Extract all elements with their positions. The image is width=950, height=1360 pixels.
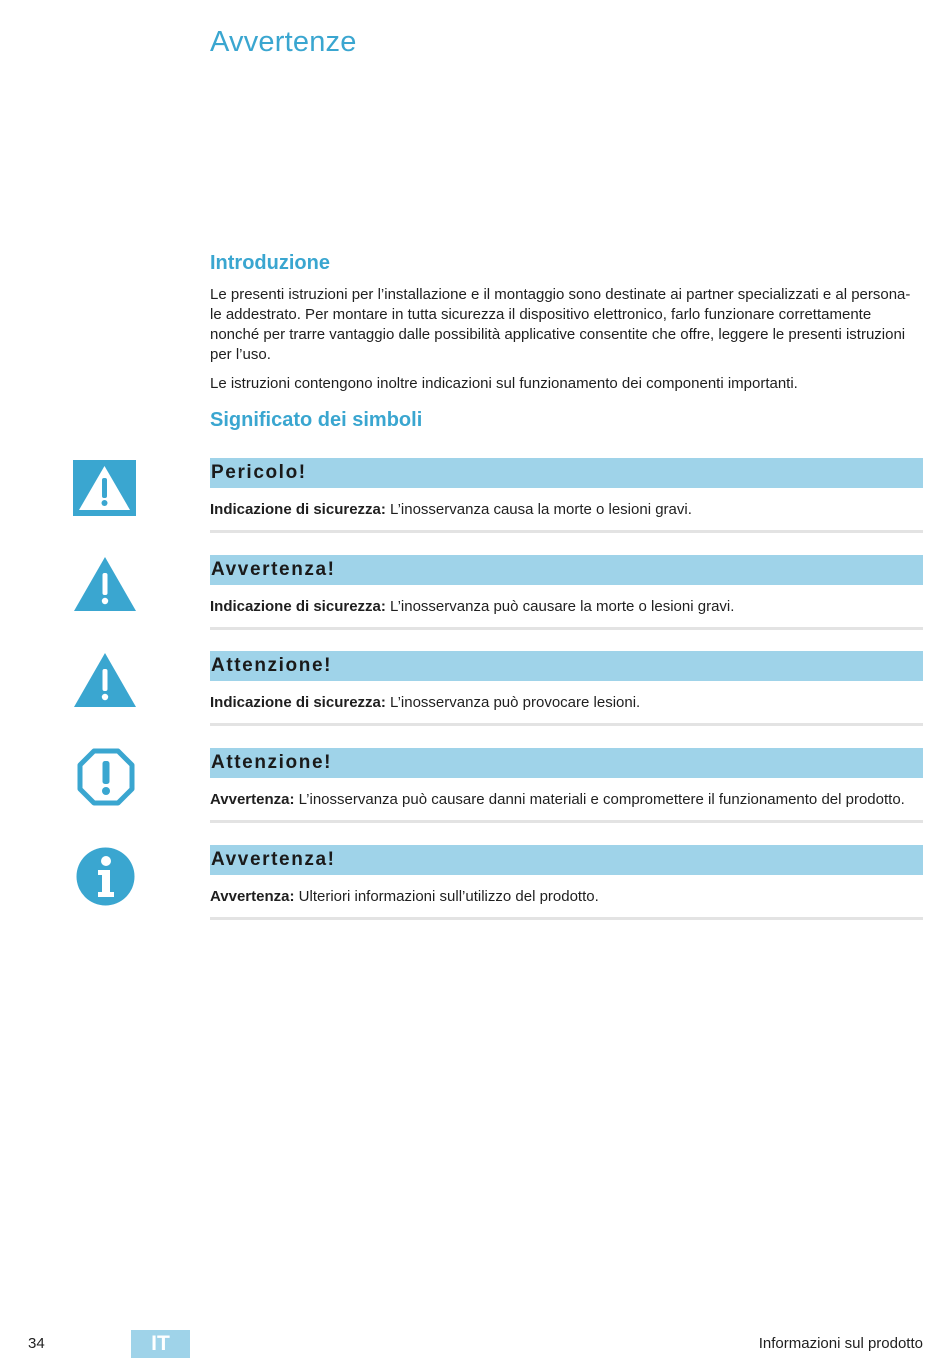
notice-attention-material — [210, 748, 923, 823]
notice-title: Avvertenza! — [210, 555, 923, 585]
notice-title: Avvertenza! — [210, 845, 923, 875]
notice-divider — [210, 627, 923, 630]
notice-description: L’inosservanza causa la morte o lesioni gravi. — [385, 501, 692, 518]
notice-description: L’inosservanza può causare la morte o lesioni gravi. — [385, 598, 735, 615]
notice-divider — [210, 530, 923, 533]
notice-title: Attenzione! — [210, 651, 923, 681]
notice-title: Attenzione! — [210, 748, 923, 778]
notice-label: Avvertenza: — [210, 791, 295, 808]
notice-title: Pericolo! — [210, 458, 923, 488]
language-badge: IT — [131, 1330, 190, 1358]
notice-text — [210, 790, 923, 810]
notice-description: L’inosservanza può causare danni materiali e compromettere il funzionamento del prodotto. — [294, 791, 905, 808]
danger-square-warning-icon — [73, 460, 136, 516]
notice-text — [210, 693, 923, 713]
notice-text — [210, 597, 923, 617]
notice-divider — [210, 723, 923, 726]
warning-triangle-icon — [73, 556, 137, 612]
notice-divider — [210, 917, 923, 920]
intro-paragraph: Le istruzioni contengono inoltre indicazioni sul funzionamento dei componenti importanti. — [210, 375, 798, 392]
notice-description: L’inosservanza può provocare lesioni. — [385, 694, 641, 711]
page-number: 34 — [28, 1335, 45, 1352]
footer-section-title: Informazioni sul prodotto — [758, 1335, 923, 1352]
notice-label: Indicazione di sicurezza: — [210, 694, 386, 711]
notice-text — [210, 887, 923, 907]
info-circle-icon — [76, 847, 135, 906]
notice-caution — [210, 651, 923, 726]
intro-body — [210, 285, 922, 403]
symbols-heading: Significato dei simboli — [210, 409, 423, 431]
intro-heading: Introduzione — [210, 252, 330, 274]
notice-warning — [210, 555, 923, 630]
notice-label: Indicazione di sicurezza: — [210, 501, 386, 518]
notice-info — [210, 845, 923, 920]
caution-triangle-icon — [73, 652, 137, 708]
notice-label: Avvertenza: — [210, 888, 295, 905]
octagon-exclamation-icon — [77, 748, 135, 806]
notice-divider — [210, 820, 923, 823]
page-title: Avvertenze — [210, 26, 357, 58]
notice-label: Indicazione di sicurezza: — [210, 598, 386, 615]
notice-danger — [210, 458, 923, 533]
notice-text — [210, 500, 923, 520]
intro-paragraph: Le presenti istruzioni per l’installazione e il montaggio sono destinate ai partner specializzati e al persona-le addestrato. Per montare in tutta sicurezza il dispositivo elettronico, farlo funzionare correttamente nonché per trarre vantaggio dalle possibilità applicative consentite che offre, leggere le presenti istruzioni per l’uso. — [210, 286, 911, 363]
notice-description: Ulteriori informazioni sull’utilizzo del prodotto. — [294, 888, 599, 905]
